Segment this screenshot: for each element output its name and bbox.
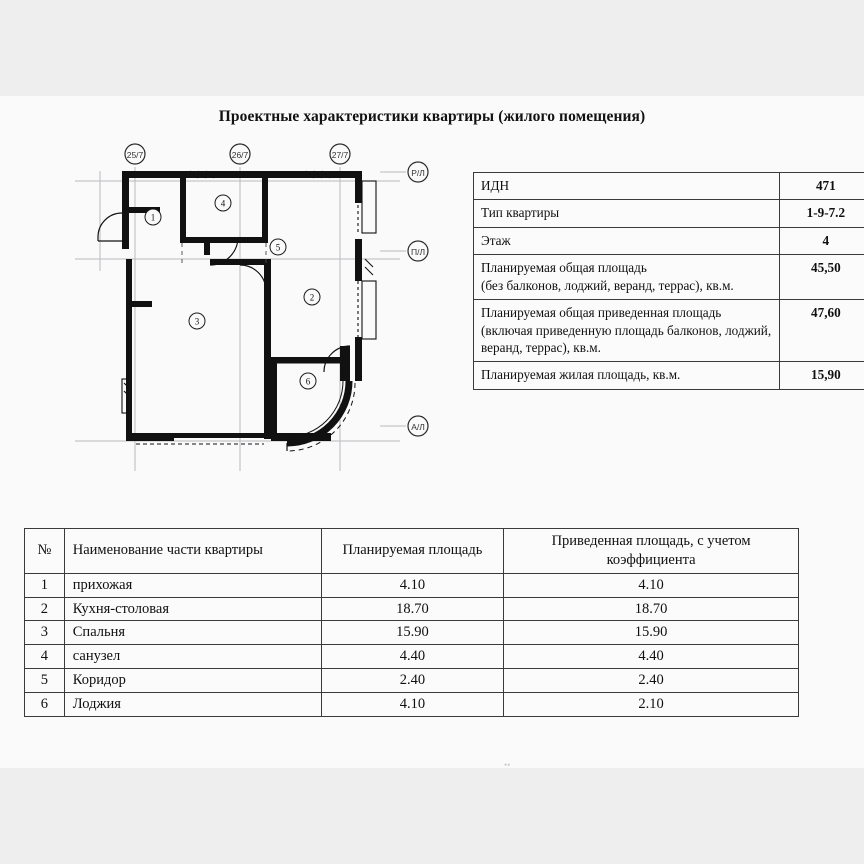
room-tag-label: 1: [150, 212, 156, 223]
cell-coefficient: 18.70: [504, 597, 799, 621]
room-tag-3: [189, 313, 205, 329]
info-label: ИДН: [474, 173, 780, 200]
table-row: [25, 573, 799, 597]
cell-coefficient: 2.40: [504, 669, 799, 693]
room-tag-5: [270, 239, 286, 255]
room-tag-2: [304, 289, 320, 305]
room-tag-label: 2: [309, 292, 315, 303]
axis-marker-label: Р/Л: [411, 168, 425, 178]
info-label: Планируемая общая приведенная площадь (включая приведенную площадь балконов, лоджий, веранд, террас), кв.м.: [474, 300, 780, 362]
cell-planned: 4.10: [321, 573, 503, 597]
cell-number: 2: [25, 597, 65, 621]
cell-name: Коридор: [64, 669, 321, 693]
room-tag-label: 5: [275, 242, 281, 253]
column-header-planned: Планируемая площадь: [321, 529, 503, 574]
cell-planned: 4.40: [321, 645, 503, 669]
cell-name: Спальня: [64, 621, 321, 645]
cell-name: прихожая: [64, 573, 321, 597]
axis-marker-a-l: [380, 416, 428, 436]
room-tag-4: [215, 195, 231, 211]
info-value: 1-9-7.2: [779, 200, 864, 227]
table-row: [474, 173, 864, 200]
apartment-parts-table: [24, 528, 799, 717]
cell-number: 3: [25, 621, 65, 645]
room-tag-1: [145, 209, 161, 225]
cell-coefficient: 4.10: [504, 573, 799, 597]
cell-planned: 15.90: [321, 621, 503, 645]
cell-planned: 4.10: [321, 692, 503, 716]
room-tag-6: [300, 373, 316, 389]
info-label: Планируемая жилая площадь, кв.м.: [474, 362, 780, 389]
document-page: [0, 96, 864, 768]
cell-planned: 18.70: [321, 597, 503, 621]
stray-artifact-mark: ••: [504, 760, 511, 770]
axis-marker-label: 26/7: [231, 150, 249, 160]
column-header-coefficient: Приведенная площадь, с учетом коэффициента: [504, 529, 799, 574]
page-title: Проектные характеристики квартиры (жилого помещения): [218, 108, 646, 125]
cell-number: 5: [25, 669, 65, 693]
cell-number: 6: [25, 692, 65, 716]
cell-name: санузел: [64, 645, 321, 669]
column-header-name: Наименование части квартиры: [64, 529, 321, 574]
info-value: 47,60: [779, 300, 864, 362]
axis-marker-26-7: [230, 144, 250, 164]
cell-name: Кухня-столовая: [64, 597, 321, 621]
axis-marker-label: П/Л: [410, 247, 426, 257]
axis-marker-label: 27/7: [331, 150, 349, 160]
floor-plan-drawing: [40, 141, 460, 501]
table-row: [474, 362, 864, 389]
info-label: Этаж: [474, 227, 780, 254]
table-row: [474, 300, 864, 362]
cell-name: Лоджия: [64, 692, 321, 716]
apartment-info-table: [473, 172, 864, 390]
plan-thin-lines: [122, 171, 376, 444]
table-row: [25, 645, 799, 669]
cell-number: 1: [25, 573, 65, 597]
table-row: [25, 597, 799, 621]
table-row: [474, 255, 864, 300]
info-value: 471: [779, 173, 864, 200]
axis-marker-27-7: [330, 144, 350, 164]
axis-marker-label: 25/7: [126, 150, 144, 160]
column-header-number: №: [25, 529, 65, 574]
axis-marker-p-l: [380, 241, 428, 261]
info-label: Тип квартиры: [474, 200, 780, 227]
table-row: [25, 621, 799, 645]
room-tag-label: 3: [194, 316, 200, 327]
room-tag-label: 6: [305, 376, 311, 387]
cell-coefficient: 2.10: [504, 692, 799, 716]
table-row: [474, 200, 864, 227]
cell-coefficient: 4.40: [504, 645, 799, 669]
info-value: 15,90: [779, 362, 864, 389]
axis-marker-r-l: [380, 162, 428, 182]
table-row: [25, 692, 799, 716]
room-tag-label: 4: [220, 198, 226, 209]
axis-marker-25-7: [125, 144, 145, 164]
axis-marker-label: А/Л: [411, 422, 425, 432]
table-header-row: [25, 529, 799, 574]
cell-number: 4: [25, 645, 65, 669]
info-label: Планируемая общая площадь (без балконов, лоджий, веранд, террас), кв.м.: [474, 255, 780, 300]
cell-coefficient: 15.90: [504, 621, 799, 645]
cell-planned: 2.40: [321, 669, 503, 693]
table-row: [474, 227, 864, 254]
info-value: 45,50: [779, 255, 864, 300]
table-row: [25, 669, 799, 693]
info-value: 4: [779, 227, 864, 254]
